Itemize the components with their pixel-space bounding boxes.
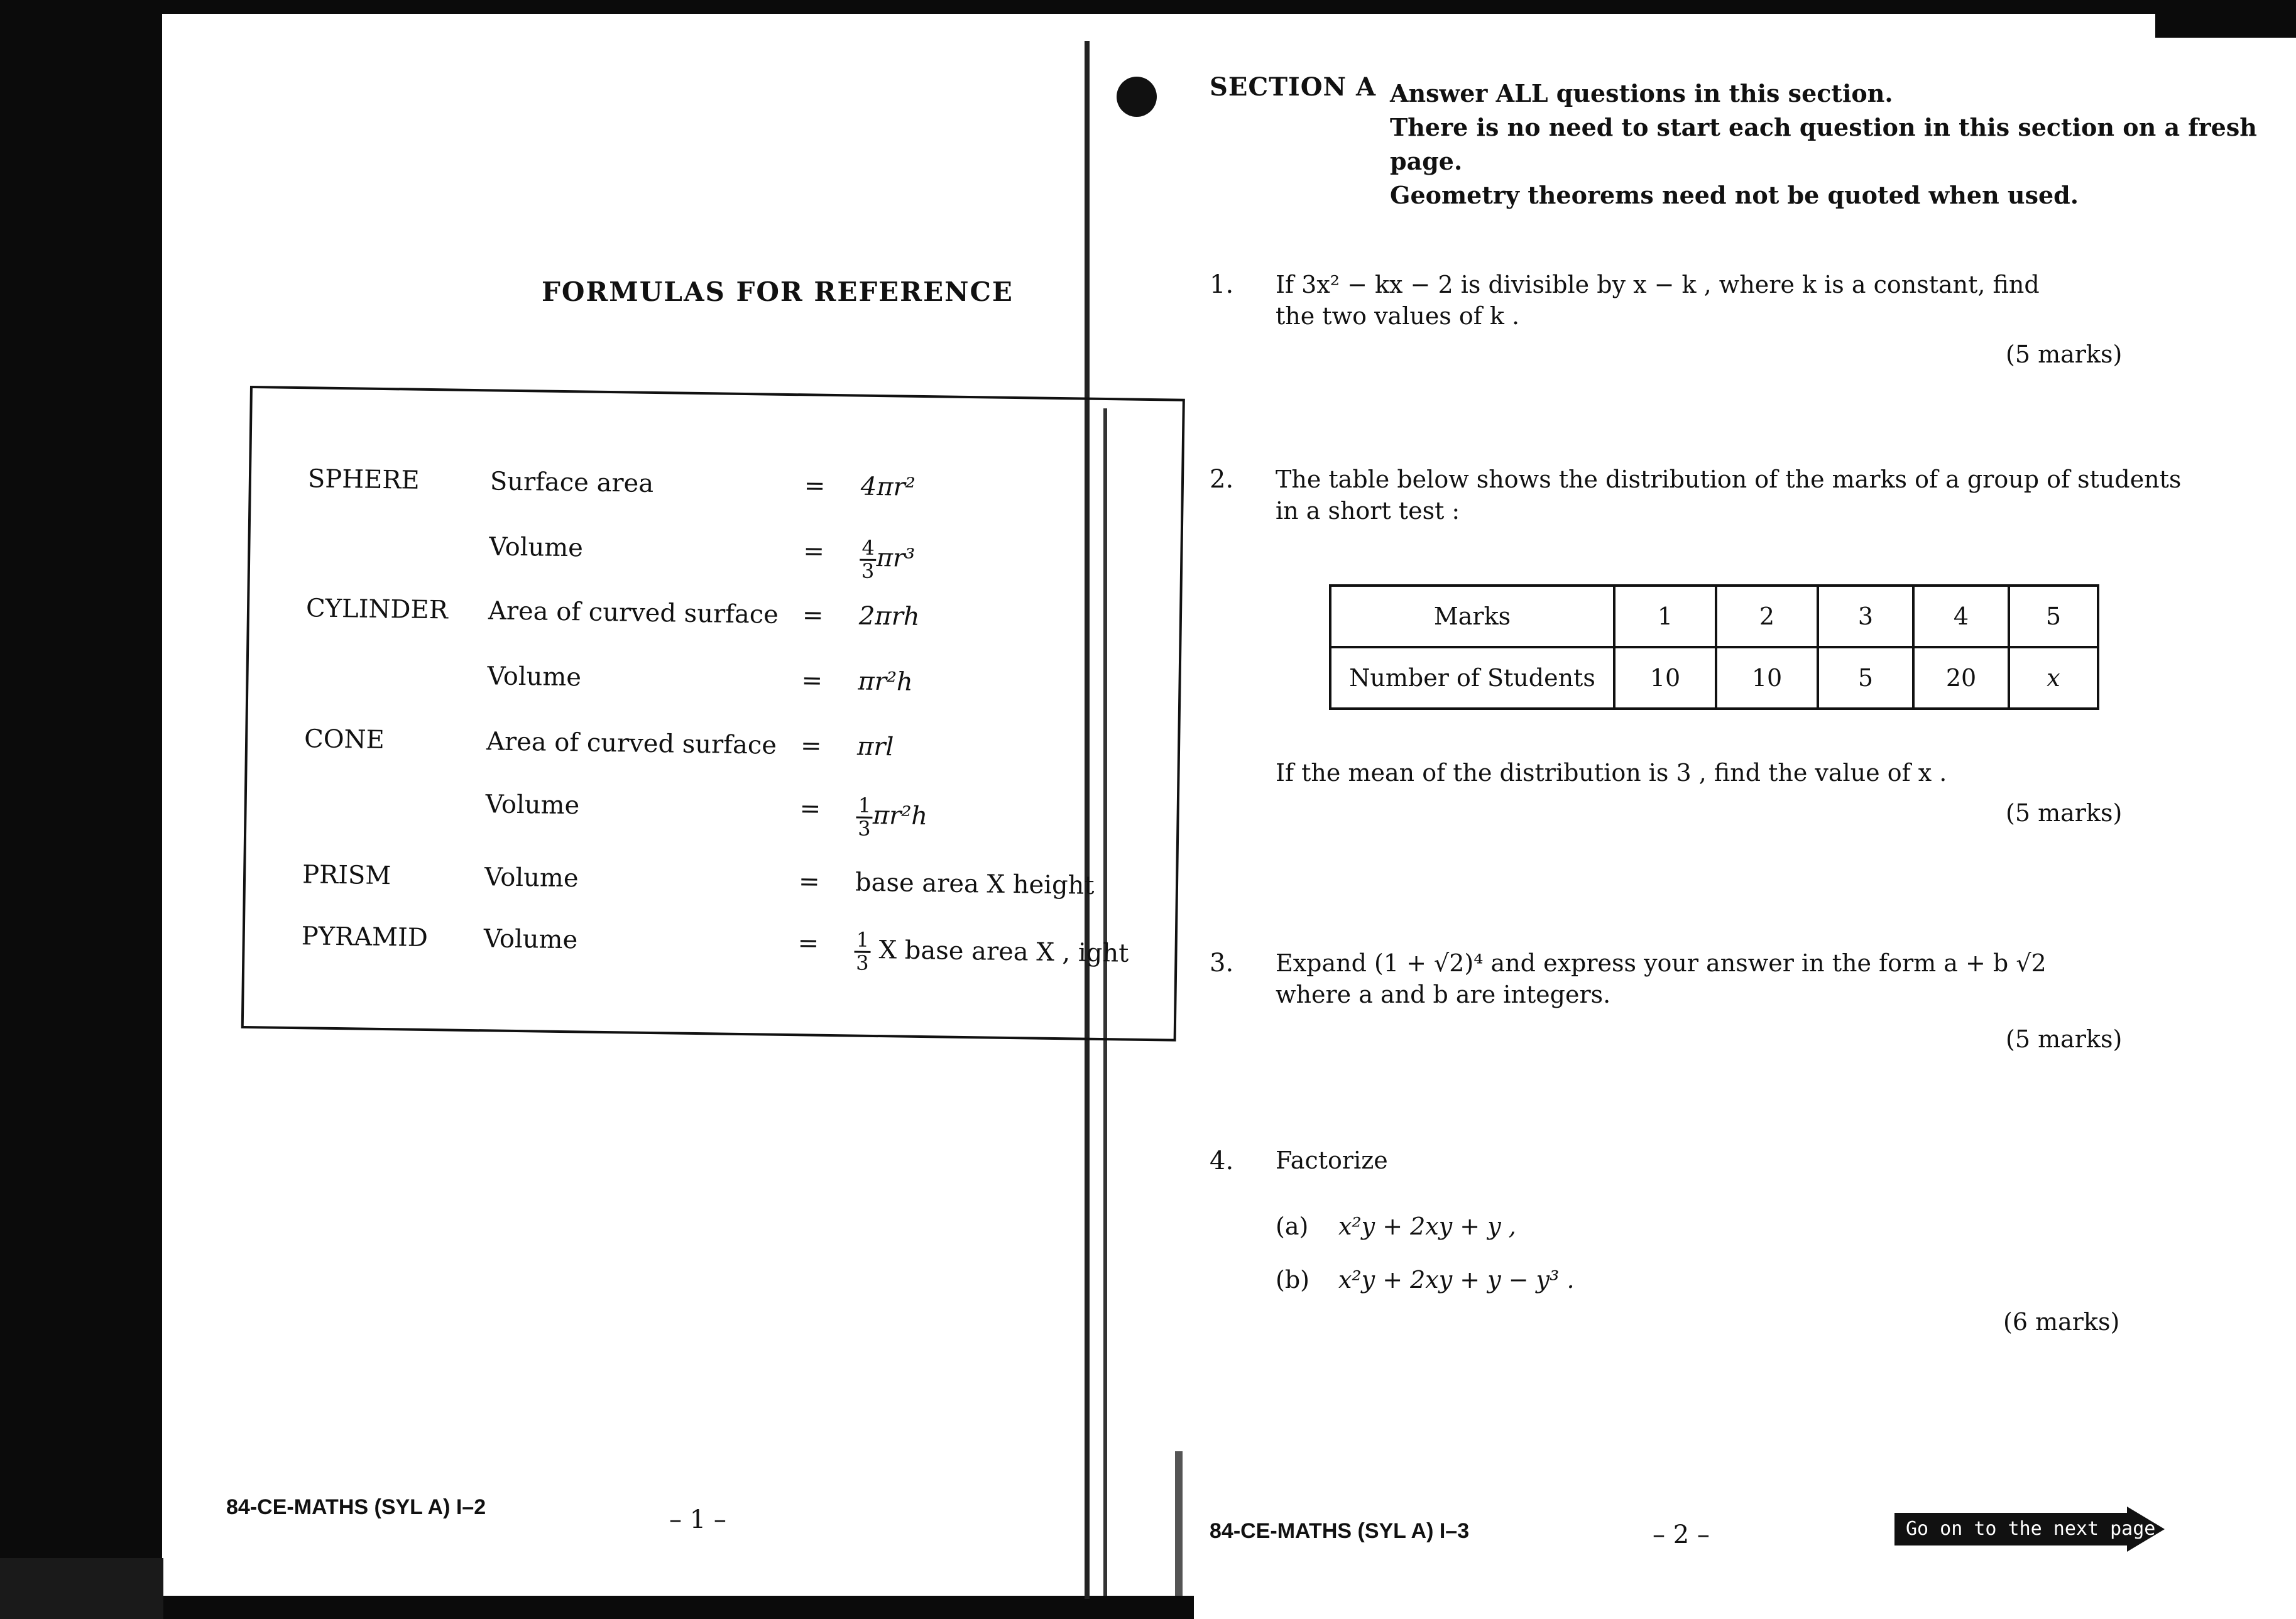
question-number: 1. bbox=[1210, 270, 1234, 299]
question-line: Expand (1 + √2)⁴ and express your answer in the form a + b √2 bbox=[1276, 949, 2047, 977]
part-expression: x²y + 2xy + y , bbox=[1338, 1213, 1516, 1240]
formula-value: 4πr² bbox=[860, 472, 916, 502]
formula-value bbox=[856, 795, 928, 841]
equals-sign: = bbox=[803, 537, 825, 566]
formula-value bbox=[860, 535, 916, 583]
table-cell: 5 bbox=[1818, 647, 1913, 709]
question-line: If 3x² − kx − 2 is divisible by x − k , where k is a constant, find bbox=[1276, 271, 2040, 298]
shape-name: CONE bbox=[303, 724, 385, 755]
property-name: Volume bbox=[485, 790, 580, 820]
table-row bbox=[1330, 586, 2098, 647]
fraction-numerator: 1 bbox=[854, 930, 871, 953]
formula-value: πr²h bbox=[858, 667, 914, 697]
table-header-cell: Marks bbox=[1330, 586, 1614, 647]
fraction-numerator: 1 bbox=[856, 795, 873, 819]
fraction-denominator: 3 bbox=[856, 951, 869, 975]
table-cell: 1 bbox=[1614, 586, 1716, 647]
book-spine-shadow-lower bbox=[1175, 1451, 1183, 1596]
property-name: Volume bbox=[487, 662, 582, 692]
question-marks: (5 marks) bbox=[2006, 799, 2123, 827]
right-page-number: – 2 – bbox=[1653, 1520, 1710, 1549]
fraction bbox=[860, 535, 877, 583]
equals-sign: = bbox=[799, 794, 821, 824]
formula-value: πrl bbox=[856, 732, 894, 762]
scan-edge-left bbox=[0, 0, 162, 1619]
scan-edge-bottom bbox=[0, 1596, 1194, 1619]
table-header-cell: Number of Students bbox=[1330, 647, 1614, 709]
table-cell: 3 bbox=[1818, 586, 1913, 647]
bullet-mark bbox=[1117, 77, 1157, 117]
question-2-text bbox=[1276, 464, 2181, 526]
fraction-numerator: 4 bbox=[860, 538, 877, 561]
question-marks: (5 marks) bbox=[2006, 341, 2123, 368]
equals-sign: = bbox=[804, 471, 826, 501]
table-cell: 10 bbox=[1716, 647, 1818, 709]
question-marks: (6 marks) bbox=[2003, 1308, 2120, 1336]
equals-sign: = bbox=[800, 731, 822, 761]
next-page-label: Go on to the next page bbox=[1906, 1518, 2156, 1540]
fraction-denominator: 3 bbox=[861, 559, 875, 583]
shape-name: PYRAMID bbox=[301, 922, 429, 953]
instruction-line: There is no need to start each question in this section on a fresh page. bbox=[1390, 113, 2257, 175]
table-cell: 2 bbox=[1716, 586, 1818, 647]
property-name: Volume bbox=[484, 863, 579, 893]
table-cell: x bbox=[2009, 647, 2098, 709]
formula-value-text: X base area X , ight bbox=[878, 935, 1129, 968]
formula-value: 2πrh bbox=[858, 601, 920, 631]
left-footer-code: 84-CE-MATHS (SYL A) I–2 bbox=[226, 1495, 486, 1519]
question-line: The table below shows the distribution of the marks of a group of students bbox=[1276, 466, 2182, 493]
table-cell: 10 bbox=[1614, 647, 1716, 709]
equals-sign: = bbox=[798, 867, 820, 897]
instruction-line: Answer ALL questions in this section. bbox=[1390, 79, 1893, 107]
next-page-arrow bbox=[1894, 1507, 2165, 1552]
scan-corner bbox=[0, 1558, 163, 1619]
question-number: 2. bbox=[1210, 465, 1234, 494]
equals-sign: = bbox=[801, 666, 823, 695]
property-name: Volume bbox=[489, 532, 584, 563]
table-cell: 5 bbox=[2009, 586, 2098, 647]
instruction-line: Geometry theorems need not be quoted when used. bbox=[1390, 181, 2079, 209]
left-page-number: – 1 – bbox=[669, 1505, 726, 1534]
equals-sign: = bbox=[797, 929, 819, 958]
table-cell: 20 bbox=[1913, 647, 2009, 709]
scan-edge-top-right bbox=[2155, 0, 2296, 38]
property-name: Area of curved surface bbox=[486, 727, 777, 760]
question-line: If the mean of the distribution is 3 , find the value of x . bbox=[1276, 759, 1947, 787]
question-4-title: Factorize bbox=[1276, 1147, 1388, 1174]
question-marks: (5 marks) bbox=[2006, 1025, 2123, 1053]
section-label: SECTION A bbox=[1210, 72, 1377, 102]
question-number: 3. bbox=[1210, 949, 1234, 978]
formula-value-text: πr²h bbox=[872, 800, 928, 831]
question-line: the two values of k . bbox=[1276, 302, 1520, 330]
property-name: Volume bbox=[483, 924, 578, 955]
table-cell: 4 bbox=[1913, 586, 2009, 647]
formula-value-text: πr³ bbox=[876, 543, 916, 573]
part-label: (a) bbox=[1276, 1213, 1309, 1240]
formula-value: base area X height bbox=[855, 868, 1095, 900]
section-instructions bbox=[1390, 77, 2296, 212]
question-line: in a short test : bbox=[1276, 497, 1460, 525]
equals-sign: = bbox=[802, 601, 824, 630]
part-expression: x²y + 2xy + y − y³ . bbox=[1338, 1266, 1575, 1294]
shape-name: CYLINDER bbox=[305, 594, 449, 625]
marks-table bbox=[1329, 584, 2099, 710]
fraction bbox=[854, 927, 871, 975]
question-number: 4. bbox=[1210, 1147, 1234, 1175]
part-label: (b) bbox=[1276, 1266, 1309, 1294]
formula-value bbox=[854, 927, 1129, 978]
formula-box bbox=[241, 386, 1185, 1042]
shape-name: PRISM bbox=[302, 860, 391, 891]
question-line: where a and b are integers. bbox=[1276, 981, 1611, 1008]
table-row bbox=[1330, 647, 2098, 709]
property-name: Surface area bbox=[489, 467, 654, 498]
shape-name: SPHERE bbox=[307, 464, 420, 495]
formulas-title: FORMULAS FOR REFERENCE bbox=[542, 276, 1014, 307]
fraction bbox=[856, 795, 873, 840]
scan-edge-top bbox=[0, 0, 2296, 14]
question-3-text bbox=[1276, 947, 2047, 1010]
right-footer-code: 84-CE-MATHS (SYL A) I–3 bbox=[1210, 1519, 1470, 1543]
question-1-text bbox=[1276, 269, 2040, 332]
property-name: Area of curved surface bbox=[488, 596, 779, 630]
fraction-denominator: 3 bbox=[857, 816, 871, 841]
